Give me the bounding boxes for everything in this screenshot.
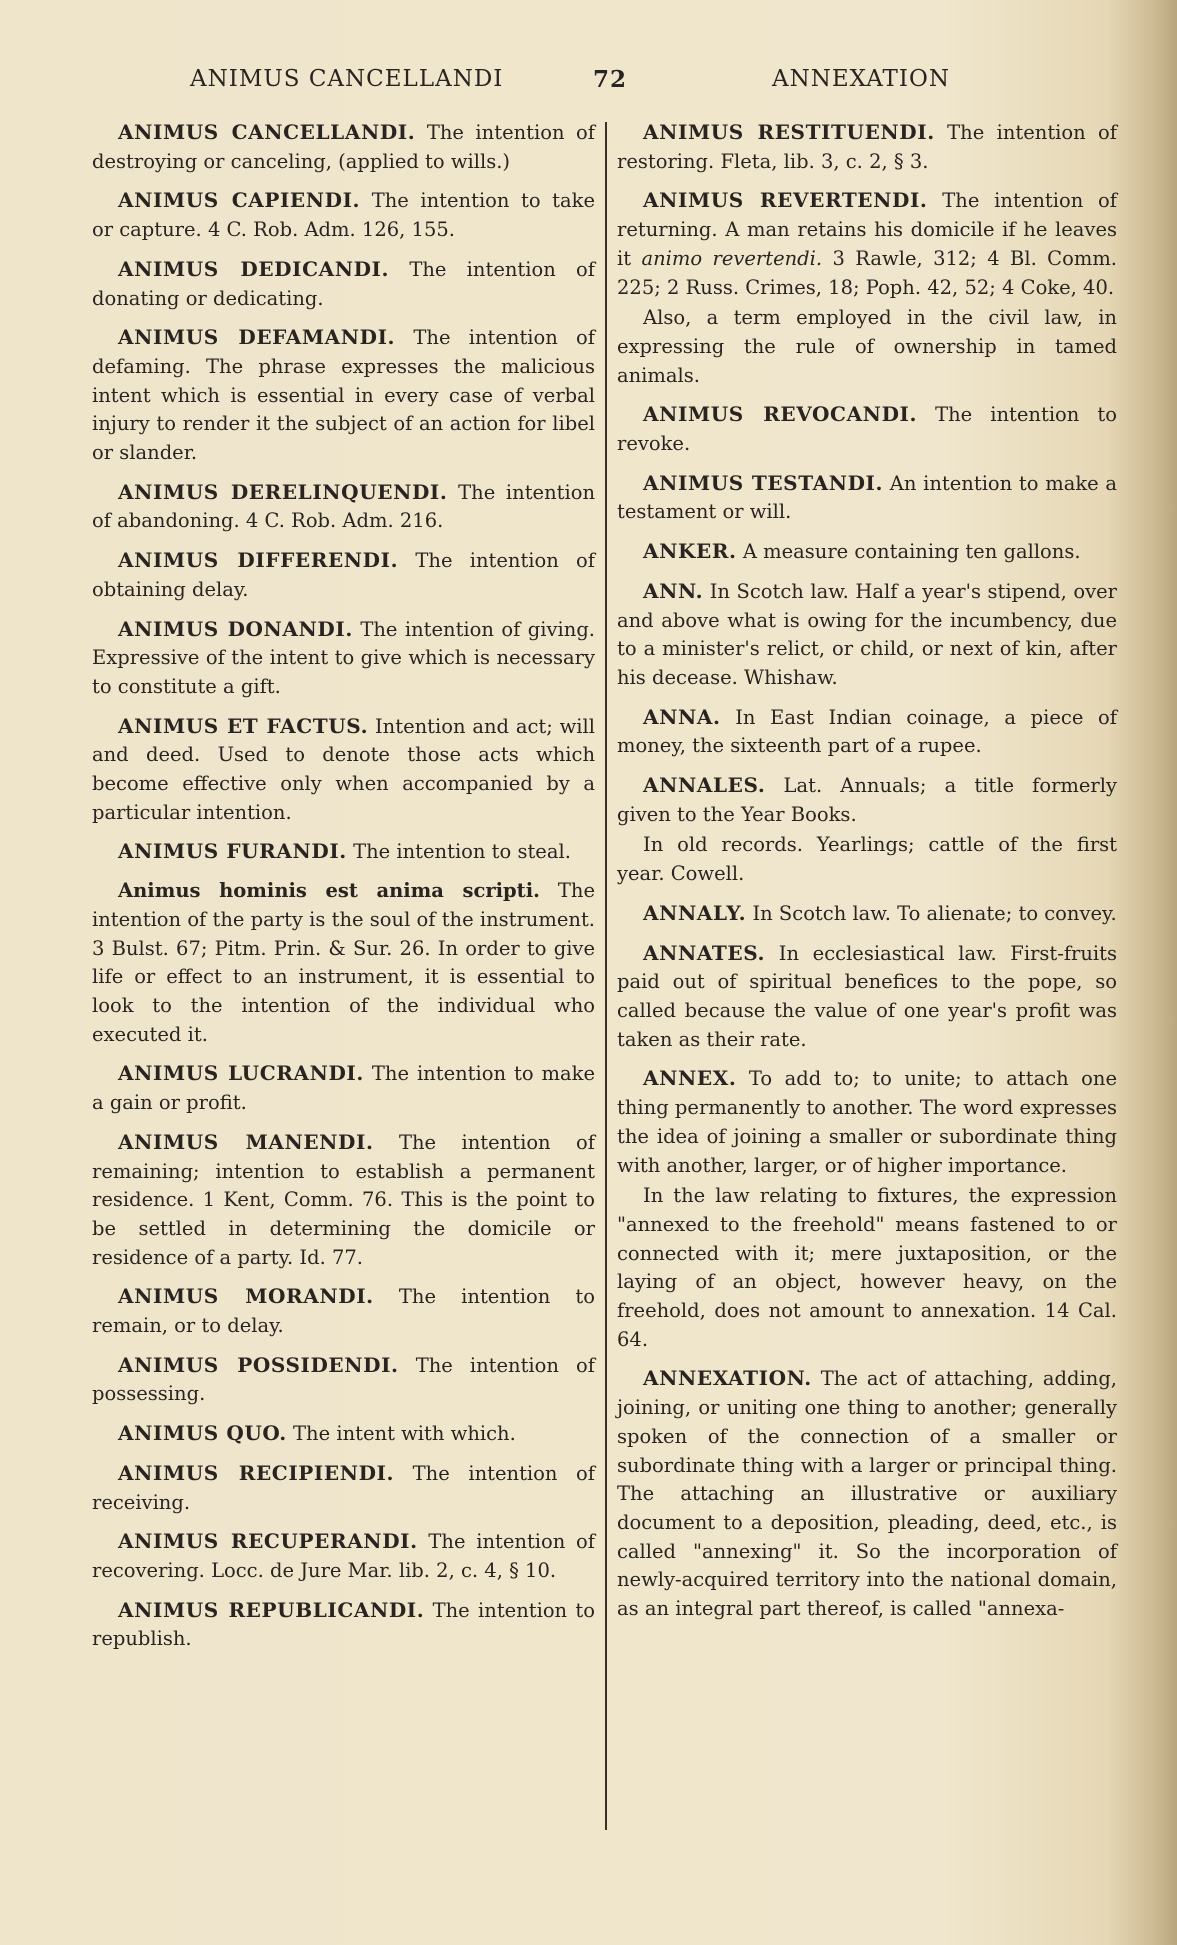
entry-animus-recuperandi — [92, 1527, 595, 1585]
headword: ANNEXATION. — [643, 1366, 812, 1391]
header-left-guide-word: ANIMUS CANCELLANDI — [190, 66, 504, 92]
entry-annales — [617, 771, 1117, 829]
entry-anker — [617, 537, 1117, 567]
definition: The intention of giving. Expressive of the intent to give which is necessary to constitute a gift. — [92, 617, 595, 698]
entry-annexation — [617, 1364, 1117, 1623]
entry-animus-derelinquendi — [92, 478, 595, 536]
maxim: Animus hominis est anima scripti. — [118, 879, 540, 903]
headword: ANNEX. — [643, 1066, 737, 1091]
definition: The intention of remaining; intention to establish a permanent residence. 1 Kent, Comm. 76. This is the point to be settled in determining the domicile or residence of a party. Id. 77. — [92, 1130, 596, 1269]
headword: ANIMUS DONANDI. — [118, 616, 353, 641]
definition: The intention to make a gain or profit. — [92, 1062, 596, 1115]
definition: Intention and act; will and deed. Used to denote those acts which become effective only when accompanied by a particular intention. — [92, 714, 595, 824]
definition: An intention to make a testament or will. — [617, 471, 1118, 524]
definition: In ecclesiastical law. First-fruits paid out of spiritual benefices to the pope, so called because the value of one year's profit was taken as their rate. — [617, 941, 1118, 1051]
entry-animus-defamandi — [92, 323, 595, 468]
headword: ANIMUS CANCELLANDI. — [118, 120, 416, 144]
definition: In Scotch law. Half a year's stipend, over and above what is owing for the incumbency, due to a minister's relict, or child, or next of kin, after his decease. Whishaw. — [617, 579, 1117, 689]
headword: ANNA. — [643, 704, 721, 729]
definition: The act of attaching, adding, joining, or uniting one thing to another; generally spoken of the connection of a smaller or subordinate thing with a larger or principal thing. The attaching an illustrative or auxiliary document to a deposition, pleading, deed, etc., is called "annexing" it. So the incorporation of newly-acquired territory into the national domain, as an integral part thereof, is called "annexa- — [617, 1367, 1117, 1621]
definition: The intention of the party is the soul of the instrument. 3 Bulst. 67; Pitm. Prin. & Sur. 26. In order to give life or effect to an instrument, it is essential to look to the intention of the individual who executed it. — [92, 879, 595, 1046]
entry-animus-capiendi — [92, 186, 595, 244]
definition: The intention to take or capture. 4 C. Rob. Adm. 126, 155. — [92, 189, 595, 242]
definition: To add to; to unite; to attach one thing permanently to another. The word expresses the idea of joining a smaller or subordinate thing with another, larger, or of higher importance. — [617, 1067, 1117, 1177]
citation: 3 Rawle, 312; 4 Bl. Comm. 225; 2 Russ. Crimes, 18; Poph. 42, 52; 4 Coke, 40. — [617, 246, 1118, 299]
headword: ANIMUS DERELINQUENDI. — [118, 479, 448, 504]
headword: ANIMUS TESTANDI. — [643, 470, 884, 495]
entry-animus-revertendi — [617, 186, 1117, 302]
header-right-guide-word: ANNEXATION — [772, 66, 950, 92]
definition: A measure containing ten gallons. — [742, 540, 1081, 564]
headword: ANIMUS REVOCANDI. — [643, 402, 918, 427]
running-header — [0, 66, 1177, 102]
entry-animus-quo — [92, 1419, 595, 1449]
entry-animus-donandi — [92, 615, 595, 702]
definition: The intention of possessing. — [92, 1353, 595, 1406]
entry-animus-et-factus — [92, 712, 595, 828]
headword: ANIMUS DIFFERENDI. — [118, 548, 399, 573]
definition: The intention of recovering. Locc. de Jure Mar. lib. 2, c. 4, § 10. — [92, 1530, 595, 1582]
headword: ANIMUS DEFAMANDI. — [118, 325, 396, 350]
entry-animus-differendi — [92, 546, 595, 604]
definition: The intention of receiving. — [92, 1461, 595, 1514]
entry-annates — [617, 939, 1117, 1055]
entry-annales-paragraph-2: In old records. Yearlings; cattle of the first year. Cowell. — [617, 833, 1117, 886]
definition: The intention of donating or dedicating. — [92, 257, 595, 310]
entry-animus-possidendi — [92, 1351, 595, 1409]
definition: The intention of restoring. Fleta, lib. 3, c. 2, § 3. — [617, 121, 1117, 173]
entry-animus-furandi — [92, 837, 595, 867]
entry-annaly — [617, 899, 1117, 929]
entry-animus-restituendi — [617, 118, 1117, 176]
entry-annex-paragraph-2: In the law relating to fixtures, the expression "annexed to the freehold" means fastened to or connected with it; mere juxtaposition, or the laying of an object, however heavy, on the freehold, does not amount to annexation. 14 Cal. 64. — [617, 1184, 1117, 1351]
definition: The intent with which. — [293, 1422, 516, 1446]
entry-anna — [617, 703, 1117, 761]
headword: ANN. — [643, 578, 704, 603]
entry-animus-revertendi-paragraph-2: Also, a term employed in the civil law, in expressing the rule of ownership in tamed animals. — [617, 306, 1117, 387]
headword: ANNALES. — [643, 773, 766, 798]
headword: ANIMUS LUCRANDI. — [118, 1061, 364, 1086]
headword: ANIMUS QUO. — [118, 1421, 287, 1446]
entry-annex — [617, 1064, 1117, 1180]
definition: The intention to steal. — [353, 840, 571, 864]
entry-animus-manendi — [92, 1128, 595, 1273]
headword: ANIMUS POSSIDENDI. — [118, 1352, 399, 1377]
right-column — [617, 118, 1117, 1634]
entry-animus-revocandi — [617, 400, 1117, 458]
headword: ANIMUS RESTITUENDI. — [643, 120, 935, 144]
page-number: 72 — [593, 66, 628, 93]
definition: The intention to republish. — [92, 1598, 596, 1651]
definition: In Scotch law. To alienate; to convey. — [752, 901, 1117, 925]
column-divider — [605, 122, 607, 1830]
headword: ANIMUS RECIPIENDI. — [118, 1460, 395, 1485]
entry-animus-cancellandi — [92, 118, 595, 176]
headword: ANKER. — [643, 539, 737, 564]
definition: The intention to remain, or to delay. — [92, 1285, 595, 1338]
headword: ANIMUS FURANDI. — [118, 839, 347, 864]
entry-ann — [617, 577, 1117, 693]
headword: ANIMUS ET FACTUS. — [118, 713, 369, 738]
headword: ANIMUS MORANDI. — [118, 1284, 374, 1309]
entry-animus-lucrandi — [92, 1059, 595, 1117]
entry-animus-recipiendi — [92, 1459, 595, 1517]
definition: The intention to revoke. — [617, 403, 1117, 456]
headword: ANNATES. — [643, 940, 766, 965]
headword: ANIMUS REVERTENDI. — [643, 188, 928, 213]
headword: ANNALY. — [643, 900, 747, 925]
left-column — [92, 118, 595, 1664]
entry-animus-republicandi — [92, 1596, 595, 1654]
headword: ANIMUS CAPIENDI. — [118, 188, 361, 213]
headword: ANIMUS REPUBLICANDI. — [118, 1597, 425, 1622]
headword: ANIMUS MANENDI. — [118, 1129, 374, 1154]
entry-animus-testandi — [617, 469, 1117, 527]
definition: In East Indian coinage, a piece of money, the sixteenth part of a rupee. — [617, 705, 1117, 758]
definition: The intention of obtaining delay. — [92, 549, 596, 601]
entry-animus-hominis-maxim — [92, 877, 595, 1049]
definition: The intention of returning. A man retains his domicile if he leaves it — [617, 189, 1117, 270]
definition: The intention of defaming. The phrase expresses the malicious intent which is essential in every case of verbal injury to render it the subject of an action for libel or slander. — [92, 326, 596, 465]
definition: Lat. Annuals; a title formerly given to the Year Books. — [617, 774, 1118, 826]
entry-animus-dedicandi — [92, 255, 595, 313]
definition: The intention of abandoning. 4 C. Rob. Adm. 216. — [92, 480, 596, 533]
entry-animus-morandi — [92, 1282, 595, 1340]
definition: The intention of destroying or canceling, (applied to wills.) — [92, 121, 595, 173]
headword: ANIMUS RECUPERANDI. — [118, 1529, 418, 1554]
headword: ANIMUS DEDICANDI. — [118, 256, 390, 281]
italic-phrase: animo revertendi. — [641, 246, 823, 270]
